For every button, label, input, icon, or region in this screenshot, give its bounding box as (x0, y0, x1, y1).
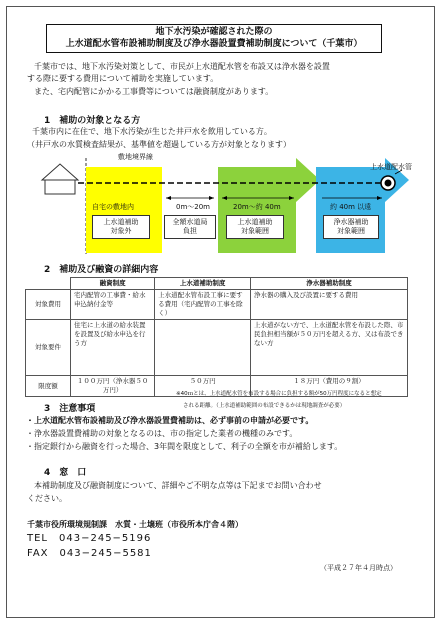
table-note-line1: ※40ｍとは、上水道配水管を布設する場合に負担する額が50万円程度になると想定 (176, 391, 382, 397)
table-row (26, 290, 408, 320)
row-label: 対象費用 (26, 290, 71, 320)
intro-line2: する際に要する費用について補助を実施しています。 (27, 74, 219, 83)
row-label: 対象要件 (26, 320, 71, 376)
row-label: 限度額 (26, 376, 71, 397)
blue-zone-range: 約 40m 以遠 (330, 203, 372, 211)
title-line1: 地下水汚染が確認された際の (155, 27, 273, 37)
white-zone-range: 0m〜20m (176, 203, 210, 211)
section1-line1: 千葉市内に在住で、地下水汚染が生じた井戸水を飲用している方。 (32, 127, 272, 136)
table-cell: 上水道がない方で、上水道配水管を布設した際、市民負担相当額が５０万円を超える方、又は布設できない方 (250, 320, 407, 376)
section1-heading: 1 補助の対象となる方 (44, 116, 141, 126)
blue-box-line1: 浄水器補助 (333, 218, 369, 226)
table-cell: ５０万円 (155, 376, 251, 397)
table-cell: 上水道配水管布設工事に要する費用（宅内配管の工事を除く） (155, 290, 251, 320)
green-box-line2: 対象範囲 (241, 227, 269, 235)
table-cell: 浄水器の購入及び設置に要する費用 (250, 290, 407, 320)
yellow-box-line2: 対象外 (110, 227, 132, 235)
section1-line2: （井戸水の水質検査結果が、基準値を超過している方が対象となります） (27, 140, 291, 149)
table-cell: 住宅に上水道の給水装置を設置及び給水申込を行う方 (71, 320, 155, 376)
table-cell (155, 320, 251, 376)
table-row (26, 320, 408, 376)
section3-heading: 3 注意事項 (44, 404, 96, 414)
table-cell: １８万円（費用の９割） (250, 376, 407, 397)
yellow-box-line1: 上水道補助 (103, 218, 139, 226)
table-header: 浄水器補助制度 (250, 278, 407, 290)
table-cell: 宅内配管の工事費・給水申込納付金等 (71, 290, 155, 320)
notice-item-1: ・上水道配水管布設補助及び浄水器設置費補助は、必ず事前の申請が必要です。 (26, 416, 314, 425)
title-line2: 上水道配水管布設補助制度及び浄水器設置費補助制度について（千葉市） (65, 39, 363, 49)
subsidy-table (25, 277, 408, 397)
intro-line3: また、宅内配管にかかる工事費等については融資制度があります。 (34, 87, 274, 96)
notice-item-3: ・指定銀行から融資を行った場合、3年間を限度として、利子の全額を市が補給します。 (26, 442, 343, 451)
boundary-label: 敷地境界線 (118, 153, 153, 161)
contact-office: 千葉市役所環境規制課 水質・土壌班（市役所本庁舎４階） (27, 520, 243, 529)
table-header-row (26, 278, 408, 290)
notice-item-2: ・浄水器設置費補助の対象となるのは、市の指定した業者の機種のみです。 (26, 429, 298, 438)
intro-line1: 千葉市では、地下水汚染対策として、市民が上水道配水管を布設又は浄水器を設置 (34, 62, 330, 71)
yellow-zone-title: 自宅の敷地内 (92, 203, 134, 211)
blue-box-line2: 対象範囲 (337, 227, 365, 235)
section4-line2: ください。 (27, 494, 67, 503)
green-zone-range: 20m〜約 40m (233, 203, 281, 211)
main-pipe-label: 上水道配水管 (370, 163, 412, 171)
table-header (26, 278, 71, 290)
table-note-line2: される距離。（上水道補助範囲の布設できるかは現地調査が必要） (183, 403, 346, 409)
white-box-line2: 負担 (183, 227, 197, 235)
section4-line1: 本補助制度及び融資制度について、詳細やご不明な点等は下記までお問い合わせ (34, 481, 322, 490)
white-zone-box (164, 215, 216, 239)
blue-zone-box (323, 215, 379, 239)
contact-fax: FAX 043−245−5581 (27, 548, 152, 559)
green-zone-box (226, 215, 284, 239)
section2-heading: 2 補助及び融資の詳細内容 (44, 265, 159, 275)
as-of-date: （平成２７年４月時点） (320, 564, 397, 572)
yellow-zone-box (92, 215, 150, 239)
table-header: 融資制度 (71, 278, 155, 290)
green-box-line1: 上水道補助 (237, 218, 273, 226)
contact-tel: TEL 043−245−5196 (27, 533, 152, 544)
section4-heading: 4 窓 口 (44, 468, 87, 478)
table-header: 上水道補助制度 (155, 278, 251, 290)
white-box-line1: 全額水道局 (172, 218, 208, 226)
table-cell: １００万円（浄水器５０万円） (71, 376, 155, 397)
